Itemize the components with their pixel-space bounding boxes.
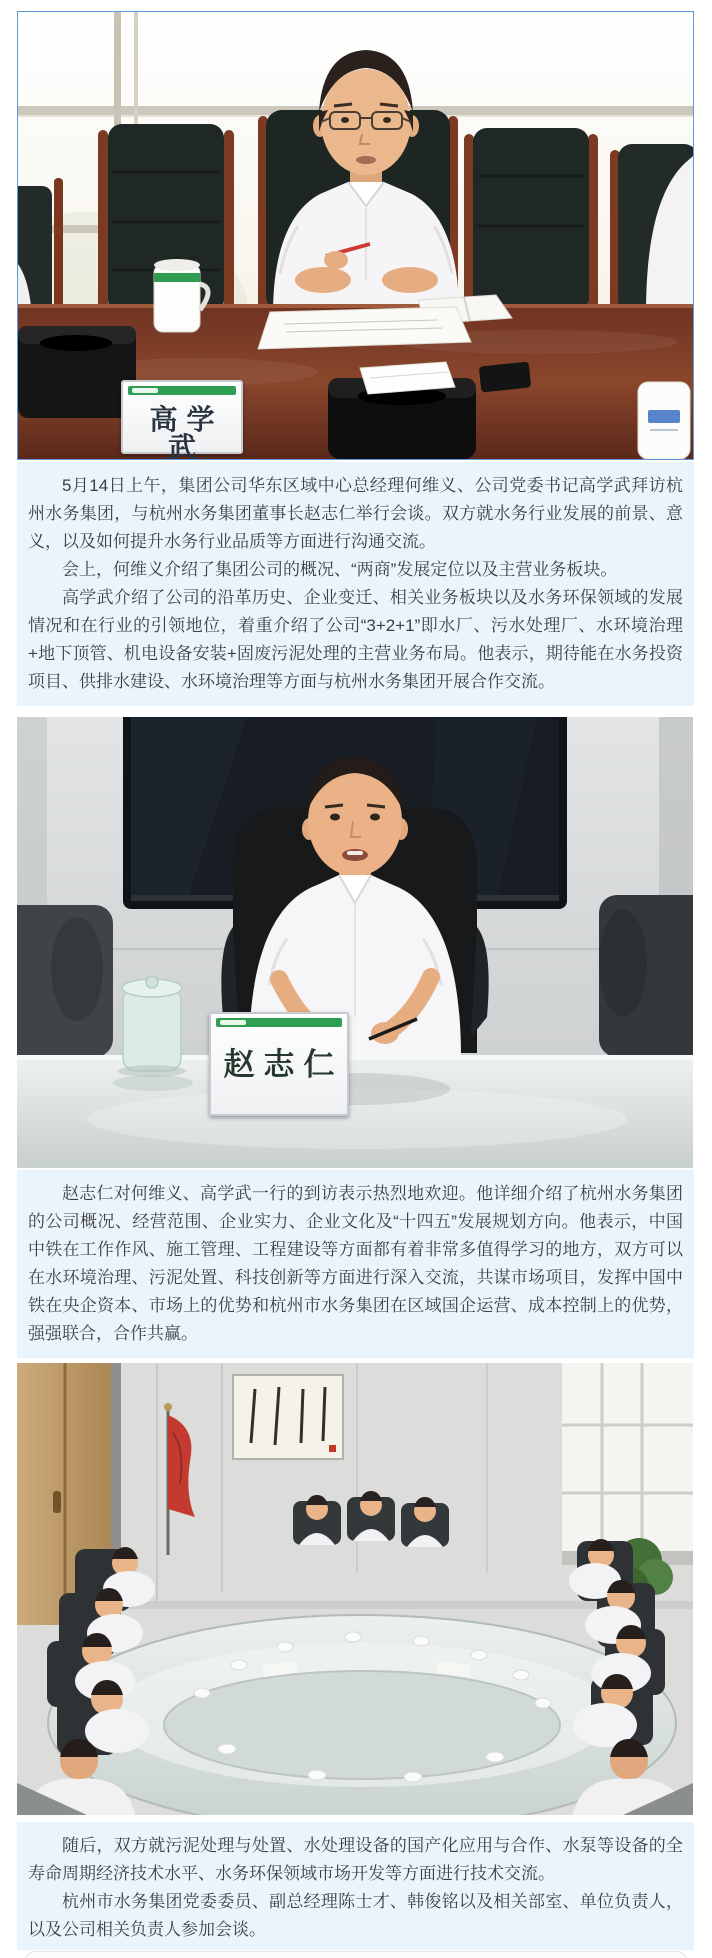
- photo3-scene: [17, 1363, 693, 1815]
- photo1-scene: [18, 12, 693, 459]
- paragraph-6: 杭州市水务集团党委委员、副总经理陈士才、韩俊铭以及相关部室、单位负责人，以及公司相关负责人参加会谈。: [28, 1892, 683, 1939]
- photo-zhao-zhiren-speaking[interactable]: [17, 717, 693, 1168]
- far-end-attendees: [293, 1491, 449, 1547]
- nameplate-text: 高学武: [149, 405, 224, 460]
- text-section-3: [17, 1822, 694, 1950]
- paragraph-3: 高学武介绍了公司的沿革历史、企业变迁、相关业务板块以及水务环保领域的发展情况和在行业的引领地位，着重介绍了公司“3+2+1”即水厂、污水处理厂、水环境治理+地下顶管、机电设备安装+固废污泥处理的主营业务布局。他表示，期待能在水务投资项目、供排水建设、水环境治理等方面与杭州水务集团开展合作交流。: [28, 588, 683, 691]
- photo-conference-room-overview[interactable]: [17, 1363, 693, 1815]
- paragraph-4: 赵志仁对何维义、高学武一行的到访表示热烈地欢迎。他详细介绍了杭州水务集团的公司概况、经营范围、企业实力、企业文化及“十四五”发展规划方向。他表示，中国中铁在工作作风、施工管理、工程建设等方面都有着非常多值得学习的地方，双方可以在水环境治理、污泥处置、科技创新等方面进行深入交流，共谋市场项目，发挥中国中铁在央企资本、市场上的优势和杭州市水务集团在区域国企运营、成本控制上的优势，强强联合，合作共赢。: [28, 1184, 683, 1343]
- paragraph-1: 5月14日上午，集团公司华东区域中心总经理何维义、公司党委书记高学武拜访杭州水务集团，与杭州水务集团董事长赵志仁举行会谈。双方就水务行业发展的前景、意义，以及如何提升水务行业品质等方面进行沟通交流。: [28, 476, 683, 551]
- text-section-1: [17, 462, 694, 706]
- nameplate-logo-band: [216, 1018, 342, 1027]
- next-card-top-edge: [25, 1951, 687, 1958]
- nameplate-zhao-zhiren: [209, 1012, 349, 1116]
- glass-table: [17, 1055, 693, 1168]
- nameplate-gao-xuewu: [121, 380, 243, 460]
- paragraph-5: 随后，双方就污泥处理与处置、水处理设备的国产化应用与合作、水泵等设备的全寿命周期经济技术水平、水务环保领域市场开发等方面进行技术交流。: [28, 1836, 683, 1883]
- photo-gao-xuewu-speaking[interactable]: [17, 11, 694, 460]
- nameplate-logo-band: [128, 386, 236, 395]
- nameplate-text: 赵志仁: [223, 1047, 344, 1082]
- calligraphy-artwork: [233, 1375, 343, 1459]
- paragraph-2: 会上，何维义介绍了集团公司的概况、“两商”发展定位以及主营业务板块。: [62, 560, 618, 579]
- photo2-scene: [17, 717, 693, 1168]
- text-section-2: [17, 1170, 694, 1358]
- celadon-teacup: [118, 976, 186, 1077]
